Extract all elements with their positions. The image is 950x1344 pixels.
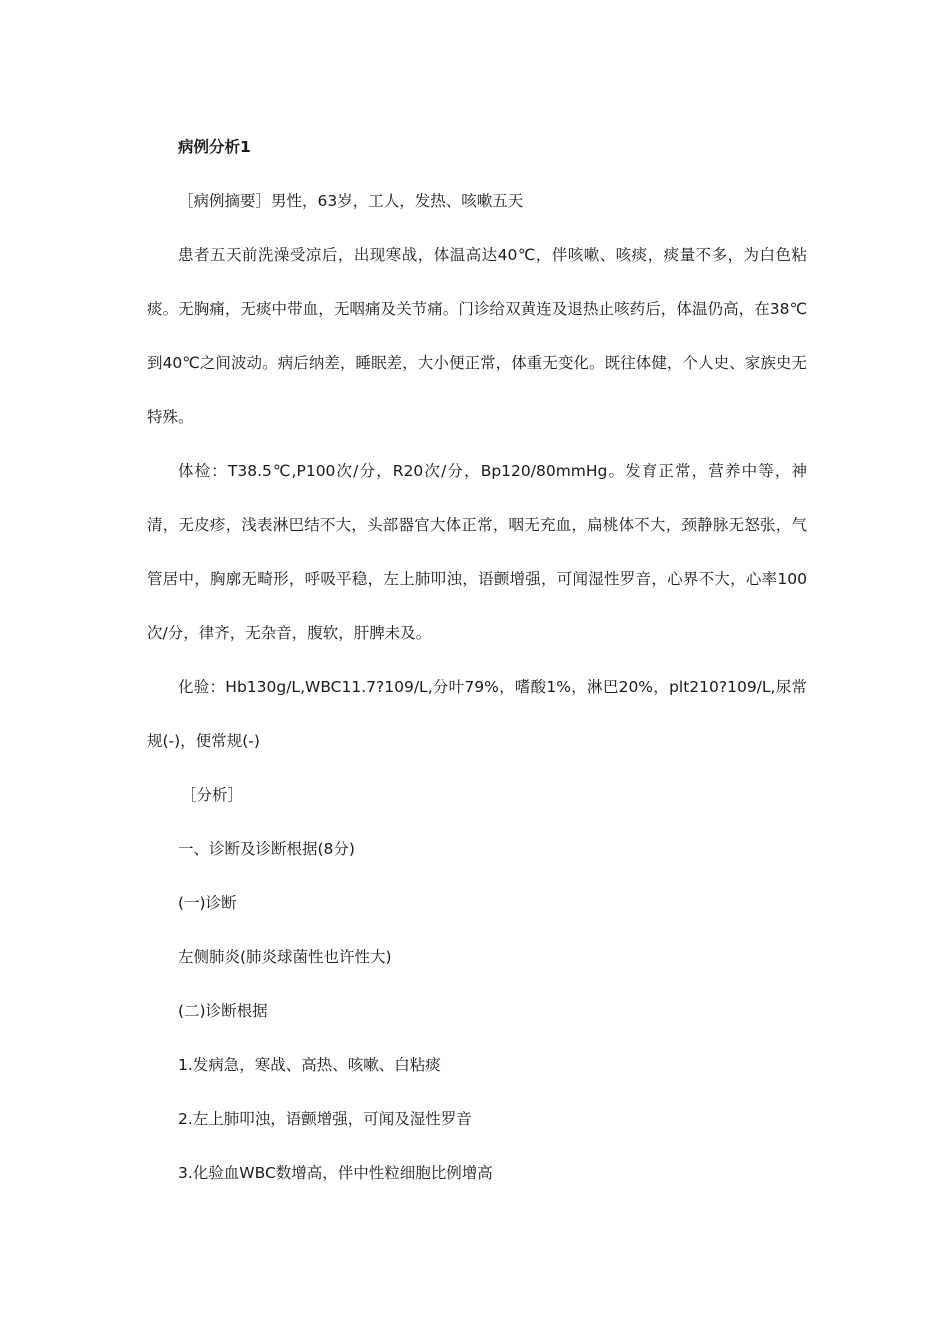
subsection-basis: (二)诊断根据 (178, 1002, 268, 1020)
lab-results: 化验：Hb130g/L,WBC11.7?109/L,分叶79%，嗜酸1%，淋巴20%，plt210?109/L,尿常规(-)，便常规(-) (147, 678, 807, 750)
case-title: 病例分析1 (178, 138, 251, 156)
physical-exam: 体检：T38.5℃,P100次/分，R20次/分，Bp120/80mmHg。发育正常，营养中等，神清，无皮疹，浅表淋巴结不大，头部器官大体正常，咽无充血，扁桃体不大，颈静脉无怒张，气管居中，胸廓无畸形，呼吸平稳，左上肺叩浊，语颤增强，可闻湿性罗音，心界不大，心率100次/分，律齐，无杂音，腹软，肝脾未及。 (147, 462, 807, 642)
diagnosis-text: 左侧肺炎(肺炎球菌性也许性大) (178, 948, 392, 966)
case-summary: ［病例摘要］男性，63岁，工人，发热、咳嗽五天 (178, 192, 524, 210)
basis-item: 3.化验血WBC数增高，伴中性粒细胞比例增高 (178, 1164, 493, 1182)
section-diagnosis-heading: 一、诊断及诊断根据(8分) (178, 840, 355, 858)
basis-item: 2.左上肺叩浊，语颤增强，可闻及湿性罗音 (178, 1110, 472, 1128)
basis-item: 1.发病急，寒战、高热、咳嗽、白粘痰 (178, 1056, 441, 1074)
analysis-heading: ［分析］ (181, 786, 244, 804)
case-history: 患者五天前洗澡受凉后，出现寒战，体温高达40℃，伴咳嗽、咳痰，痰量不多，为白色粘痰。无胸痛，无痰中带血，无咽痛及关节痛。门诊给双黄连及退热止咳药后，体温仍高，在38℃到40℃之间波动。病后纳差，睡眠差，大小便正常，体重无变化。既往体健，个人史、家族史无特殊。 (147, 246, 807, 426)
document-body (147, 120, 807, 1200)
subsection-diagnosis: (一)诊断 (178, 894, 237, 912)
